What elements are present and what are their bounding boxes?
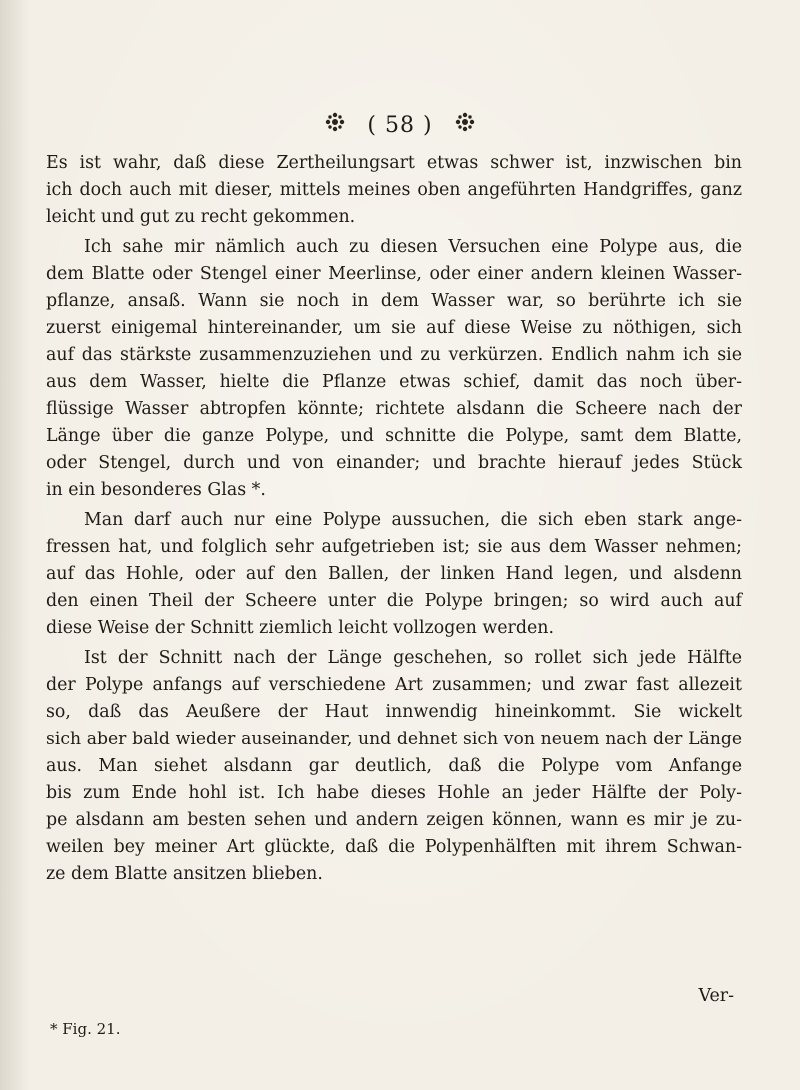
text-line: Man darf auch nur eine Polype aussuchen, die sich eben stark ange- [84, 510, 742, 530]
paragraph [46, 507, 742, 642]
footnote: * Fig. 21. [50, 1020, 121, 1038]
text-line: der Polype anfangs auf verschiedene Art zusammen; und zwar fast allezeit [46, 675, 742, 695]
text-line: zuerst einigemal hintereinander, um sie auf diese Weise zu nöthigen, sich [46, 318, 742, 338]
text-line: aus. Man siehet alsdann gar deutlich, daß die Polype vom Anfange [46, 756, 742, 776]
text-line: ze dem Blatte ansitzen blieben. [46, 864, 323, 884]
body-text [46, 150, 742, 891]
text-line: leicht und gut zu recht gekommen. [46, 207, 356, 227]
text-line: dem Blatte oder Stengel einer Meerlinse, oder einer andern kleinen Wasser- [46, 264, 742, 284]
text-line: Ist der Schnitt nach der Länge geschehen, so rollet sich jede Hälfte [84, 648, 742, 668]
text-line: bis zum Ende hohl ist. Ich habe dieses Hohle an jeder Hälfte der Poly- [46, 783, 742, 803]
page-header [0, 112, 800, 138]
text-line: pe alsdann am besten sehen und andern zeigen können, wann es mir je zu- [46, 810, 742, 830]
catchword: Ver- [698, 986, 734, 1006]
text-line: flüssige Wasser abtropfen könnte; richtete alsdann die Scheere nach der [46, 399, 742, 419]
text-line: auf das stärkste zusammenzuziehen und zu verkürzen. Endlich nahm ich sie [46, 345, 742, 365]
text-line: in ein besonderes Glas *. [46, 480, 266, 500]
text-line: so, daß das Aeußere der Haut innwendig hineinkommt. Sie wickelt [46, 702, 742, 722]
text-line: sich aber bald wieder auseinander, und dehnet sich von neuem nach der Länge [46, 729, 742, 749]
page-edge-shadow [0, 0, 30, 1090]
text-line: weilen bey meiner Art glückte, daß die Polypenhälften mit ihrem Schwan- [46, 837, 742, 857]
text-line: Länge über die ganze Polype, und schnitte die Polype, samt dem Blatte, [46, 426, 742, 446]
text-line: Es ist wahr, daß diese Zertheilungsart etwas schwer ist, inzwischen bin [46, 153, 742, 173]
ornament-right-icon [455, 112, 475, 138]
text-line: diese Weise der Schnitt ziemlich leicht vollzogen werden. [46, 618, 554, 638]
ornament-left-icon [325, 112, 345, 138]
text-line: den einen Theil der Scheere unter die Polype bringen; so wird auch auf [46, 591, 742, 611]
text-line: pflanze, ansaß. Wann sie noch in dem Wasser war, so berührte ich sie [46, 291, 742, 311]
page-number: ( 58 ) [367, 112, 433, 138]
text-line: auf das Hohle, oder auf den Ballen, der linken Hand legen, und alsdenn [46, 564, 742, 584]
paragraph [46, 645, 742, 888]
text-line: aus dem Wasser, hielte die Pflanze etwas schief, damit das noch über- [46, 372, 742, 392]
paragraph [46, 150, 742, 231]
text-line: ich doch auch mit dieser, mittels meines oben angeführten Handgriffes, ganz [46, 180, 742, 200]
text-line: fressen hat, und folglich sehr aufgetrieben ist; sie aus dem Wasser nehmen; [46, 537, 742, 557]
paragraph [46, 234, 742, 504]
text-line: Ich sahe mir nämlich auch zu diesen Versuchen eine Polype aus, die [84, 237, 742, 257]
text-line: oder Stengel, durch und von einander; und brachte hierauf jedes Stück [46, 453, 742, 473]
